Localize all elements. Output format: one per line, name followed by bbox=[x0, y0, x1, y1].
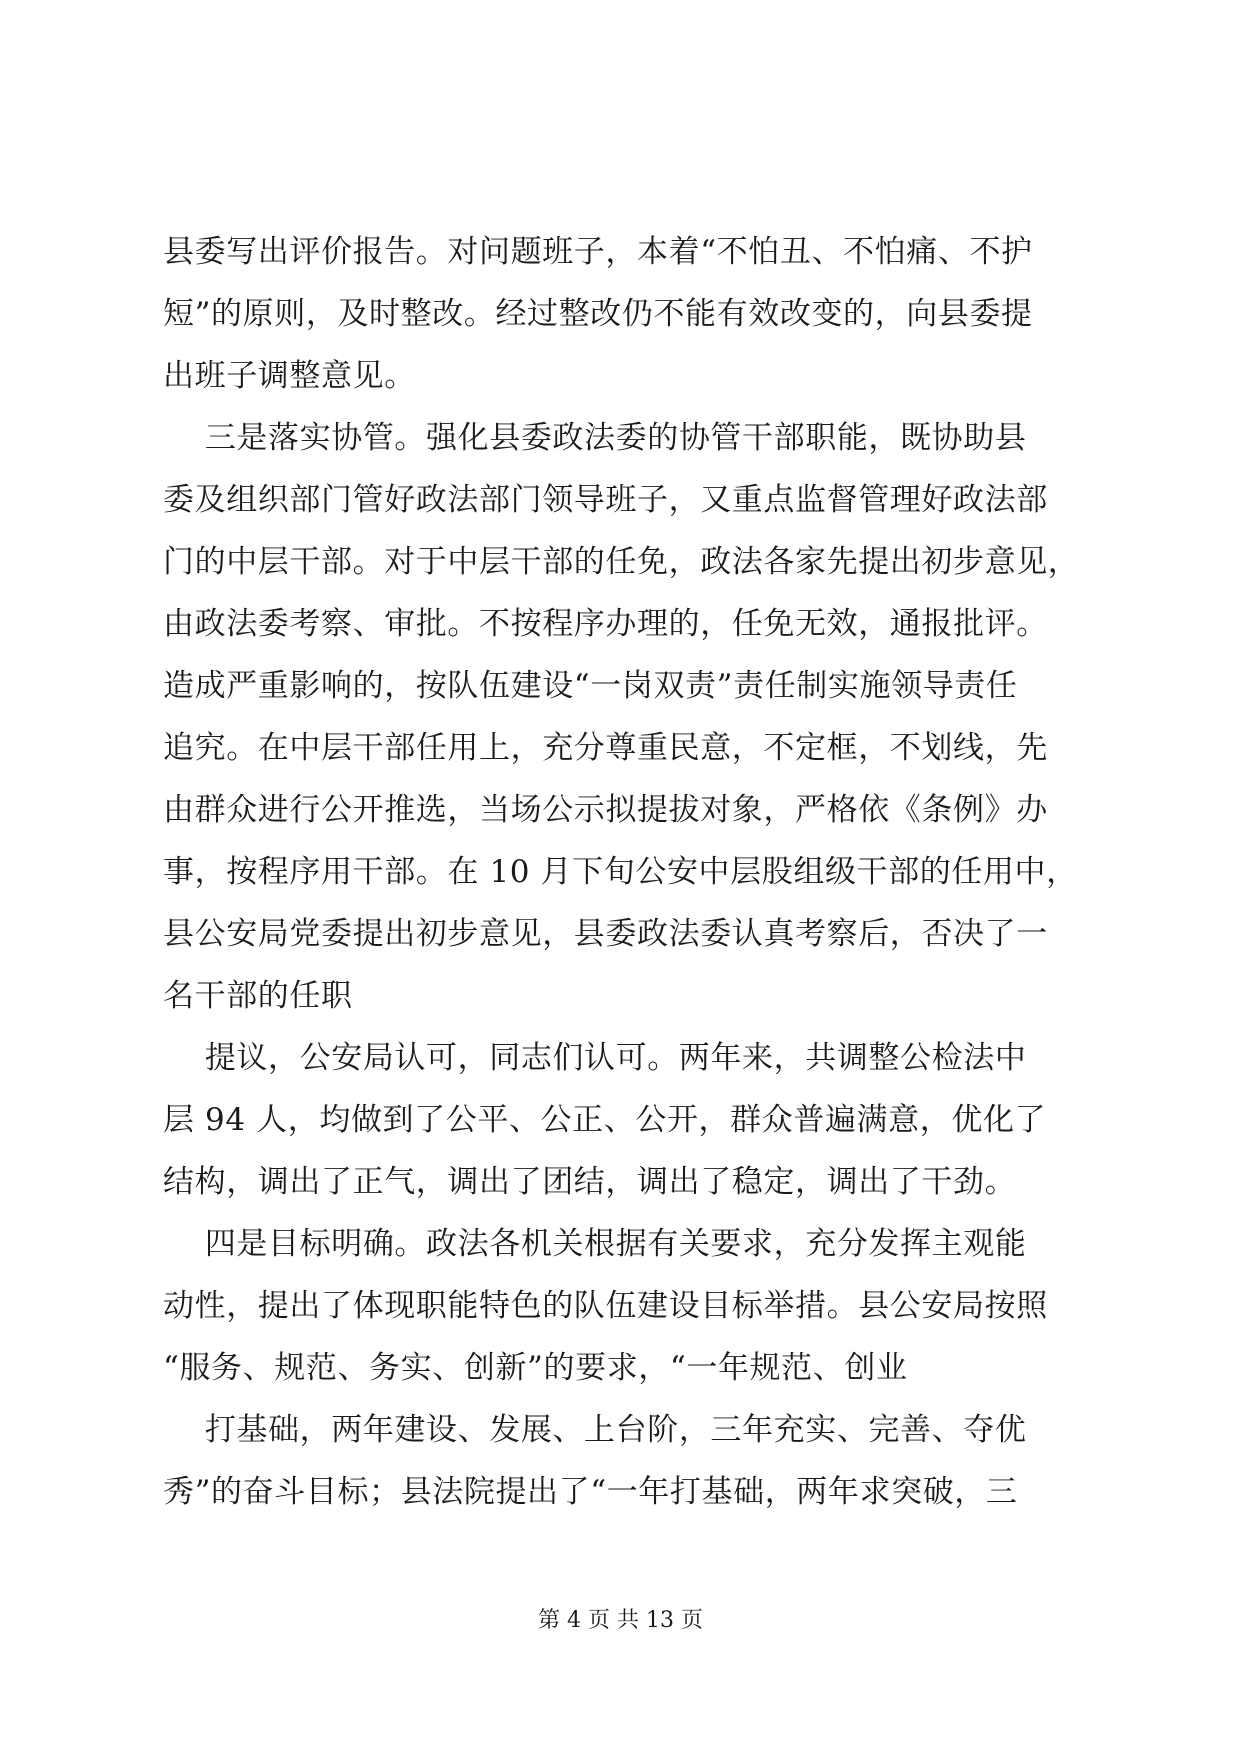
text-line: 结构，调出了正气，调出了团结，调出了稳定，调出了干劲。 bbox=[163, 1164, 1017, 1200]
text-line: 打基础，两年建设、发展、上台阶，三年充实、完善、夺优 bbox=[163, 1412, 1027, 1448]
text-line: 县委写出评价报告。对问题班子，本着“不怕丑、不怕痛、不护 bbox=[163, 234, 1033, 270]
document-body bbox=[163, 221, 1083, 1523]
text-line: 追究。在中层干部任用上，充分尊重民意，不定框，不划线，先 bbox=[163, 730, 1048, 766]
text-line: “服务、规范、务实、创新”的要求，“一年规范、创业 bbox=[163, 1350, 908, 1386]
text-line: 秀”的奋斗目标；县法院提出了“一年打基础，两年求突破，三 bbox=[163, 1474, 1018, 1510]
text-line: 出班子调整意见。 bbox=[163, 358, 416, 394]
text-line: 委及组织部门管好政法部门领导班子，又重点监督管理好政法部 bbox=[163, 482, 1048, 518]
page-footer bbox=[0, 1606, 1241, 1636]
text-line: 层 94 人，均做到了公平、公正、公开，群众普遍满意，优化了 bbox=[163, 1102, 1047, 1138]
text-line: 短”的原则，及时整改。经过整改仍不能有效改变的，向县委提 bbox=[163, 296, 1033, 332]
text-line: 三是落实协管。强化县委政法委的协管干部职能，既协助县 bbox=[163, 420, 1027, 456]
text-line: 门的中层干部。对于中层干部的任免，政法各家先提出初步意见， bbox=[163, 544, 1080, 580]
page-number: 第 4 页 共 13 页 bbox=[538, 1608, 703, 1633]
text-line: 四是目标明确。政法各机关根据有关要求，充分发挥主观能 bbox=[163, 1226, 1027, 1262]
text-line: 提议，公安局认可，同志们认可。两年来，共调整公检法中 bbox=[163, 1040, 1027, 1076]
text-line: 事，按程序用干部。在 10 月下旬公安中层股组级干部的任用中， bbox=[163, 854, 1078, 890]
text-line: 动性，提出了体现职能特色的队伍建设目标举措。县公安局按照 bbox=[163, 1288, 1048, 1324]
text-line: 由群众进行公开推选，当场公示拟提拔对象，严格依《条例》办 bbox=[163, 792, 1048, 828]
text-line: 名干部的任职 bbox=[163, 978, 353, 1014]
text-line: 造成严重影响的，按队伍建设“一岗双责”责任制实施领导责任 bbox=[163, 668, 1018, 704]
text-line: 县公安局党委提出初步意见，县委政法委认真考察后，否决了一 bbox=[163, 916, 1048, 952]
text-line: 由政法委考察、审批。不按程序办理的，任免无效，通报批评。 bbox=[163, 606, 1048, 642]
